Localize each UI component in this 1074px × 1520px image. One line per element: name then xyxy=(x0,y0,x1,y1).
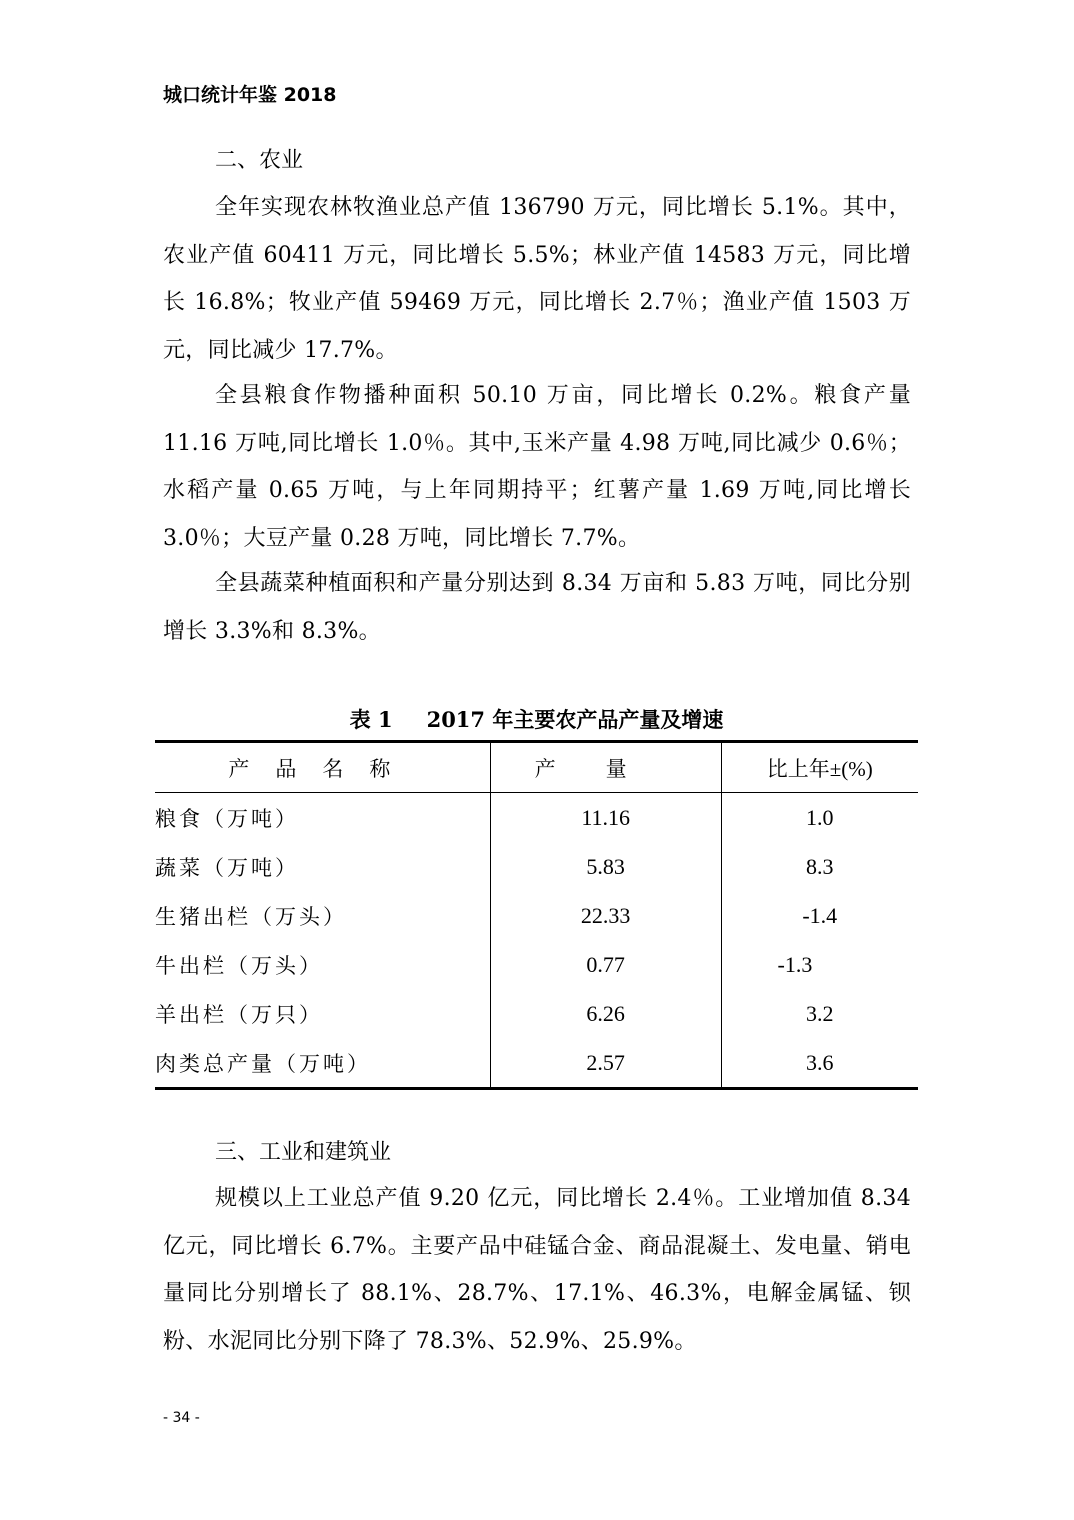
output-cell: 5.83 xyxy=(490,842,721,891)
output-cell: 6.26 xyxy=(490,989,721,1038)
running-header: 城口统计年鉴 2018 xyxy=(163,84,337,106)
page-number: - 34 - xyxy=(163,1410,200,1426)
table-row xyxy=(155,842,918,891)
product-name-cell: 粮食（万吨） xyxy=(155,806,299,831)
change-cell: 8.3 xyxy=(721,842,918,891)
product-name-cell: 蔬菜（万吨） xyxy=(155,855,299,880)
table-caption-number: 表 1 xyxy=(349,707,393,732)
table-row xyxy=(155,793,918,843)
column-header-output: 产量 xyxy=(490,742,721,793)
table-caption xyxy=(155,704,918,734)
column-header-change: 比上年±(%) xyxy=(721,742,918,793)
product-name-cell: 生猪出栏（万头） xyxy=(155,904,347,929)
table-row xyxy=(155,989,918,1038)
section-heading-industry: 三、工业和建筑业 xyxy=(215,1140,392,1165)
output-cell: 11.16 xyxy=(490,793,721,843)
product-name-cell: 肉类总产量（万吨） xyxy=(155,1051,371,1076)
output-cell: 2.57 xyxy=(490,1038,721,1089)
paragraph-industry: 规模以上工业总产值 9.20 亿元，同比增长 2.4％。工业增加值 8.34 亿元，同比增长 6.7%。主要产品中硅锰合金、商品混凝土、发电量、销电量同比分别增长了 88.1%、28.7%、17.1%、46.3%，电解金属锰、钡粉、水泥同比分别下降了 78.3%、52.9%、25.9%。 xyxy=(163,1186,911,1354)
column-header-product-name: 产品名称 xyxy=(155,742,490,793)
section-heading-agriculture: 二、农业 xyxy=(215,148,304,173)
table-caption-title: 2017 年主要农产品产量及增速 xyxy=(426,707,724,732)
product-name-cell: 羊出栏（万只） xyxy=(155,1002,323,1027)
change-cell: -1.3 xyxy=(721,940,918,989)
product-name-cell: 牛出栏（万头） xyxy=(155,953,323,978)
paragraph-vegetables: 全县蔬菜种植面积和产量分别达到 8.34 万亩和 5.83 万吨，同比分别增长 3.3%和 8.3%。 xyxy=(163,571,911,644)
change-cell: 1.0 xyxy=(721,793,918,843)
table-header-row xyxy=(155,742,918,793)
output-cell: 0.77 xyxy=(490,940,721,989)
change-cell: 3.6 xyxy=(721,1038,918,1089)
table-row xyxy=(155,940,918,989)
table-row xyxy=(155,891,918,940)
paragraph-agri-output: 全年实现农林牧渔业总产值 136790 万元，同比增长 5.1%。其中，农业产值 60411 万元，同比增长 5.5%；林业产值 14583 万元，同比增长 16.8%；牧业产值 59469 万元，同比增长 2.7％；渔业产值 1503 万元，同比减少 17.7%。 xyxy=(163,195,911,363)
table-row xyxy=(155,1038,918,1089)
change-cell: -1.4 xyxy=(721,891,918,940)
change-cell: 3.2 xyxy=(721,989,918,1038)
paragraph-grain: 全县粮食作物播种面积 50.10 万亩，同比增长 0.2%。粮食产量 11.16 万吨,同比增长 1.0％。其中,玉米产量 4.98 万吨,同比减少 0.6％；水稻产量 0.65 万吨，与上年同期持平；红薯产量 1.69 万吨,同比增长 3.0％；大豆产量 0.28 万吨，同比增长 7.7%。 xyxy=(163,383,911,551)
output-cell: 22.33 xyxy=(490,891,721,940)
agri-products-table xyxy=(155,740,918,1090)
